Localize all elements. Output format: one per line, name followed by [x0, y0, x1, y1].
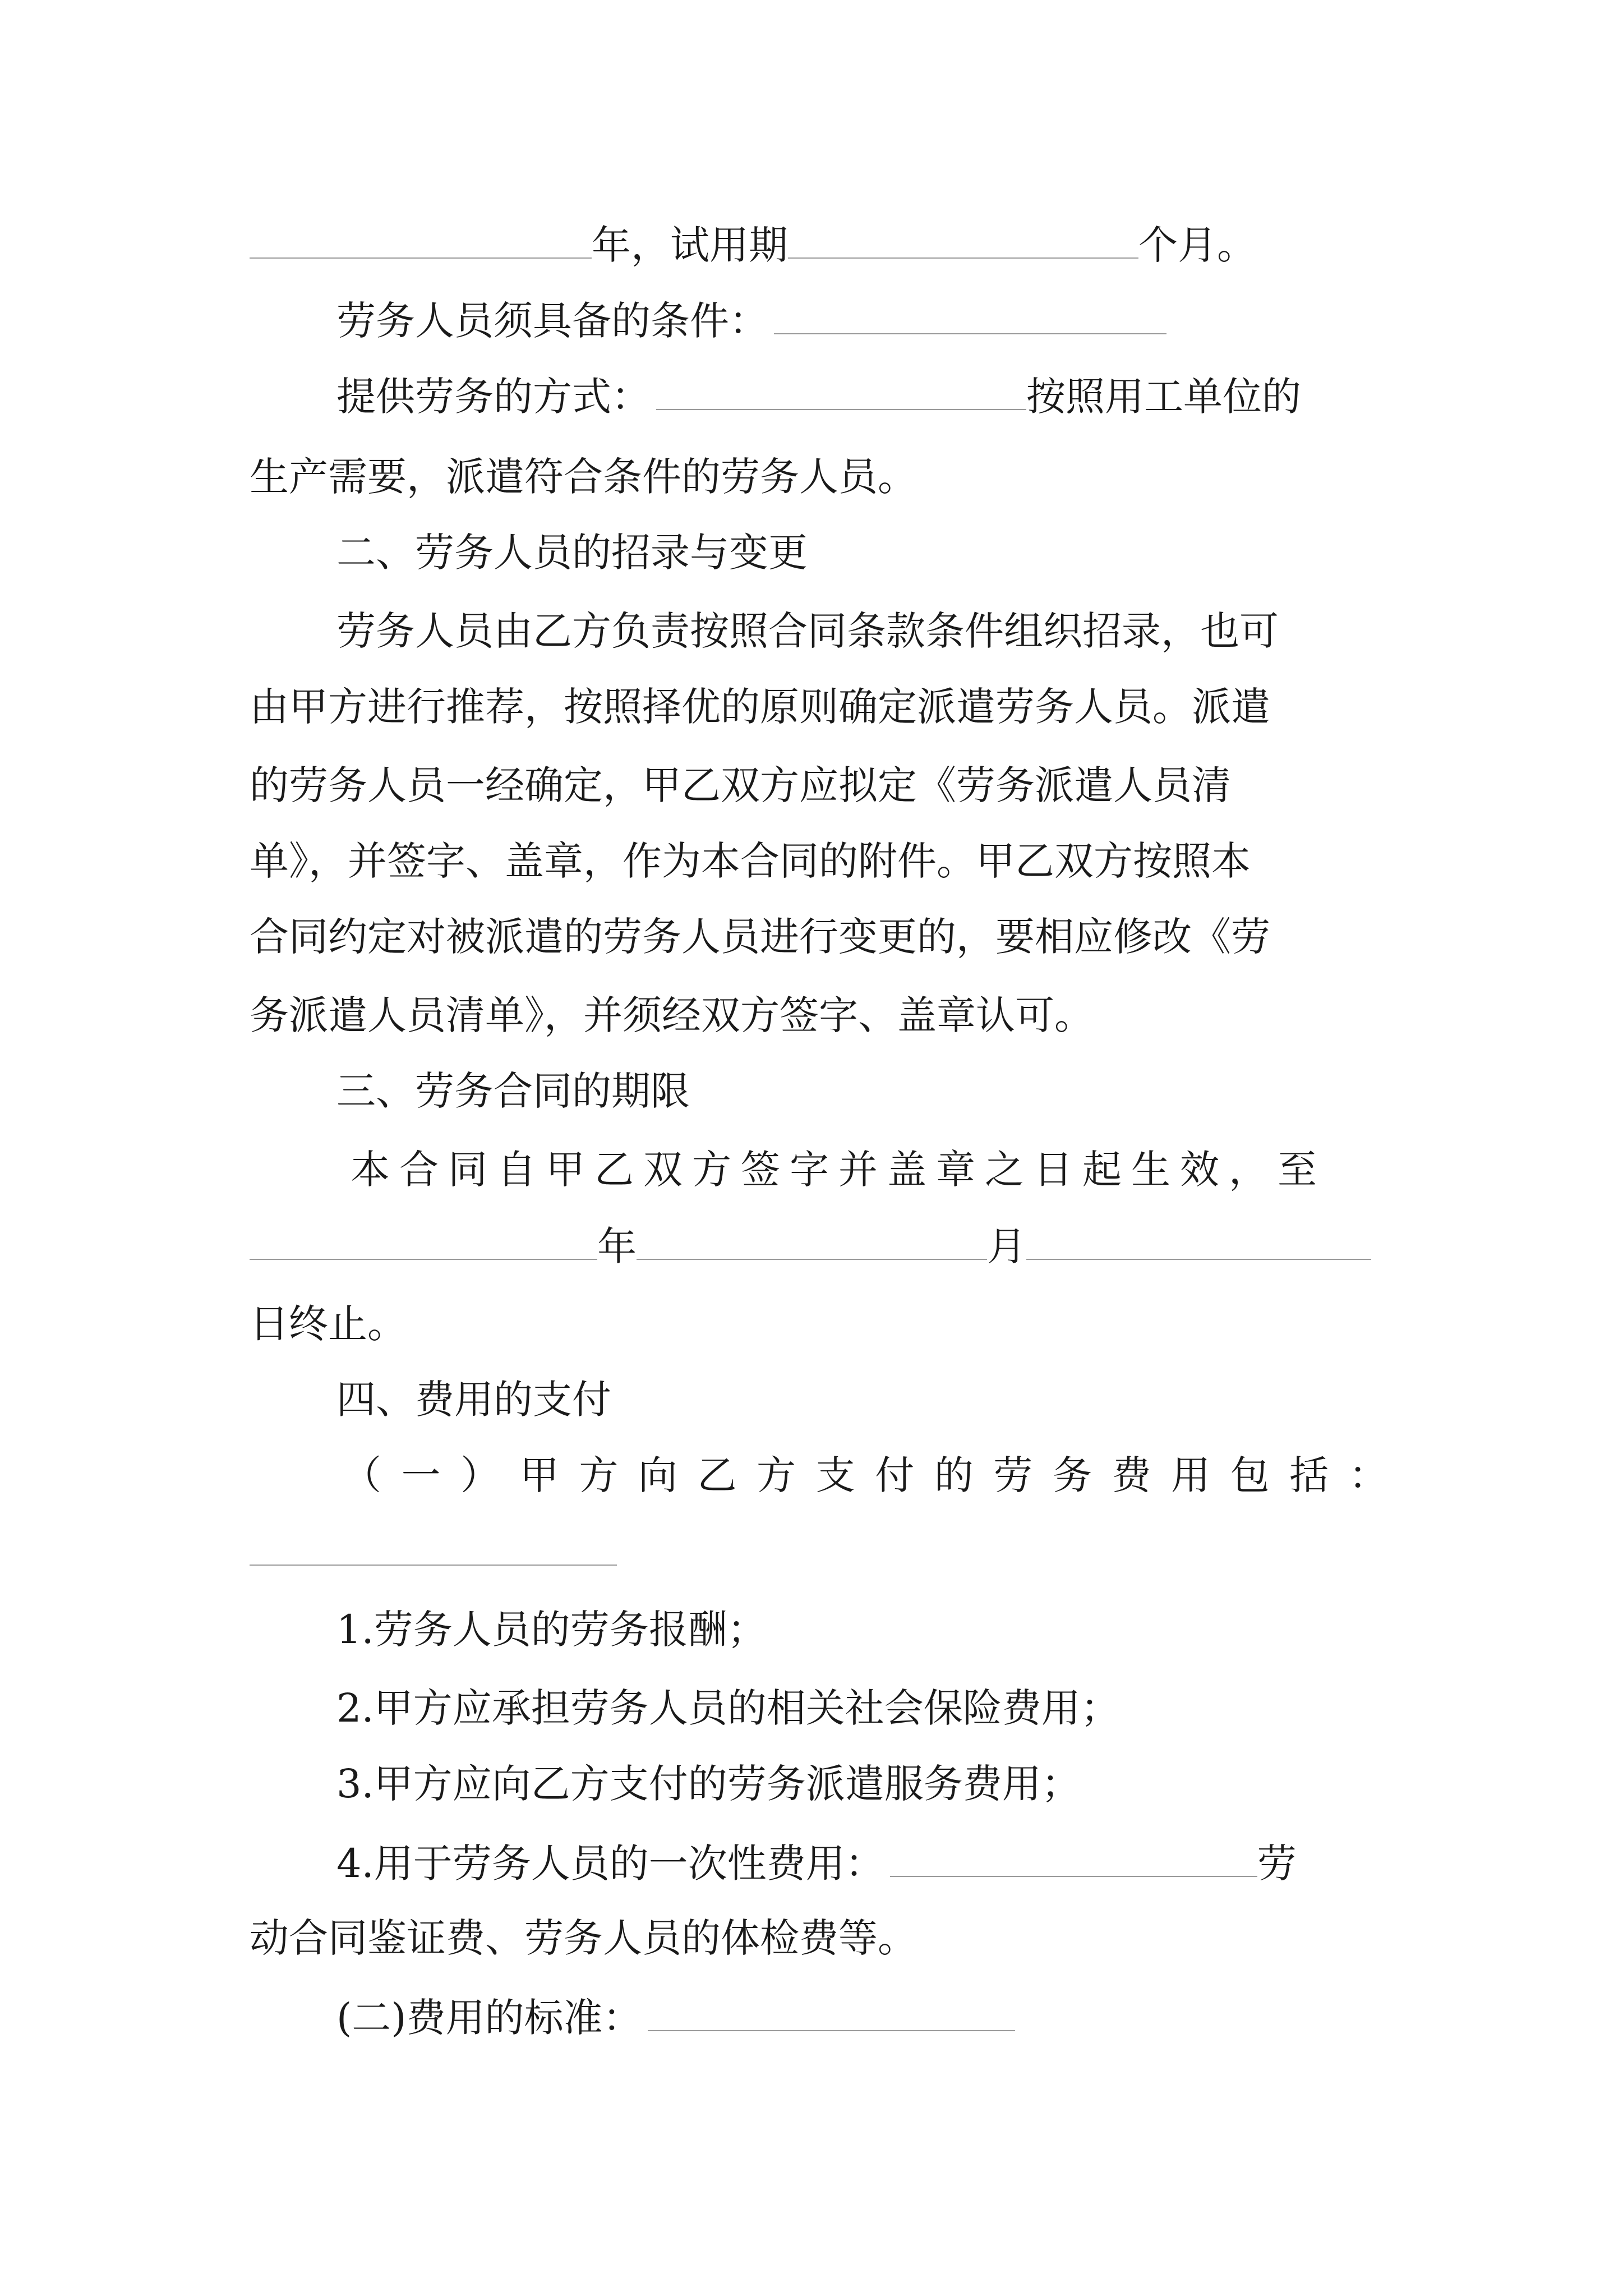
service-mode-blank[interactable] — [656, 362, 1026, 410]
section-heading-term: 三、劳务合同的期限 — [336, 1068, 690, 1114]
term-date-line — [250, 1212, 1388, 1279]
fee-items-heading — [342, 1442, 1388, 1509]
heading-char: 付 — [875, 1452, 915, 1498]
paragraph-line: 由甲方进行推荐，按照择优的原则确定派遣劳务人员。派遣 — [250, 684, 1270, 730]
heading-char: 包 — [1230, 1452, 1270, 1498]
heading-char: ） — [460, 1452, 500, 1498]
probation-suffix: 个月。 — [1138, 222, 1256, 268]
section-heading-recruitment: 二、劳务人员的招录与变更 — [336, 530, 808, 576]
years-blank[interactable] — [250, 210, 592, 259]
paragraph-line: 合同约定对被派遣的劳务人员进行变更的，要相应修改《劳 — [250, 914, 1270, 960]
requirements-label: 劳务人员须具备的条件： — [336, 298, 768, 344]
end-day-blank[interactable] — [1026, 1212, 1371, 1260]
heading-char: 一 — [401, 1452, 441, 1498]
end-month-blank[interactable] — [637, 1212, 987, 1260]
fee-item-4-continue: 劳 — [1257, 1841, 1297, 1887]
fee-item-3: 3.甲方应向乙方支付的劳务派遣服务费用； — [336, 1761, 1081, 1807]
end-year-blank[interactable] — [250, 1212, 597, 1260]
service-mode-line — [250, 362, 1388, 429]
heading-char: 向 — [638, 1452, 677, 1498]
fee-item-4 — [250, 1829, 1388, 1896]
year-label: 年 — [597, 1223, 637, 1269]
probation-label: 年，试用期 — [592, 222, 788, 268]
requirements-blank[interactable] — [774, 286, 1166, 334]
fee-items-blank[interactable] — [250, 1517, 617, 1566]
paragraph-line: 单》，并签字、盖章，作为本合同的附件。甲乙双方按照本 — [250, 838, 1251, 884]
fee-items-line — [250, 1442, 1388, 1509]
fee-item-2: 2.甲方应承担劳务人员的相关社会保险费用； — [336, 1685, 1120, 1731]
heading-char: 支 — [815, 1452, 855, 1498]
probation-line — [250, 210, 1388, 278]
heading-char: 的 — [934, 1452, 974, 1498]
service-mode-text: 按照用工单位的 — [1026, 374, 1301, 420]
paragraph-line: 劳务人员由乙方负责按照合同条款条件组织招录，也可 — [336, 608, 1279, 654]
fee-item-1: 1.劳务人员的劳务报酬； — [336, 1607, 767, 1653]
fee-items-blank-line — [250, 1517, 1388, 1585]
heading-char: 费 — [1112, 1452, 1151, 1498]
heading-char: 括 — [1289, 1452, 1329, 1498]
heading-char: 方 — [579, 1452, 619, 1498]
fee-standard-label: (二)费用的标准： — [336, 1995, 642, 2041]
requirements-line — [250, 286, 1388, 353]
heading-char: 务 — [1052, 1452, 1092, 1498]
heading-char: 方 — [757, 1452, 796, 1498]
paragraph-line: 动合同鉴证费、劳务人员的体检费等。 — [250, 1915, 917, 1961]
paragraph-line: 生产需要，派遣符合条件的劳务人员。 — [250, 454, 917, 500]
fee-standard-blank[interactable] — [648, 1983, 1015, 2031]
heading-char: 用 — [1171, 1452, 1211, 1498]
one-time-fee-blank[interactable] — [890, 1829, 1257, 1877]
section-heading-payment: 四、费用的支付 — [336, 1377, 611, 1423]
heading-char: （ — [342, 1452, 381, 1498]
fee-standard-line — [250, 1983, 1388, 2050]
paragraph-line: 的劳务人员一经确定，甲乙双方应拟定《劳务派遣人员清 — [250, 762, 1231, 808]
heading-char: 甲 — [519, 1452, 559, 1498]
service-mode-label: 提供劳务的方式： — [336, 374, 651, 420]
probation-months-blank[interactable] — [788, 210, 1138, 259]
term-end-line: 日终止。 — [250, 1301, 407, 1347]
heading-char: 劳 — [993, 1452, 1033, 1498]
heading-char: 乙 — [697, 1452, 737, 1498]
term-line: 本合同自甲乙双方签字并盖章之日起生效，至 — [351, 1147, 1326, 1193]
paragraph-line: 务派遣人员清单》，并须经双方签字、盖章认可。 — [250, 992, 1094, 1038]
month-label: 月 — [987, 1223, 1026, 1269]
fee-item-4-label: 4.用于劳务人员的一次性费用： — [336, 1841, 884, 1887]
heading-char: ： — [1348, 1452, 1388, 1498]
